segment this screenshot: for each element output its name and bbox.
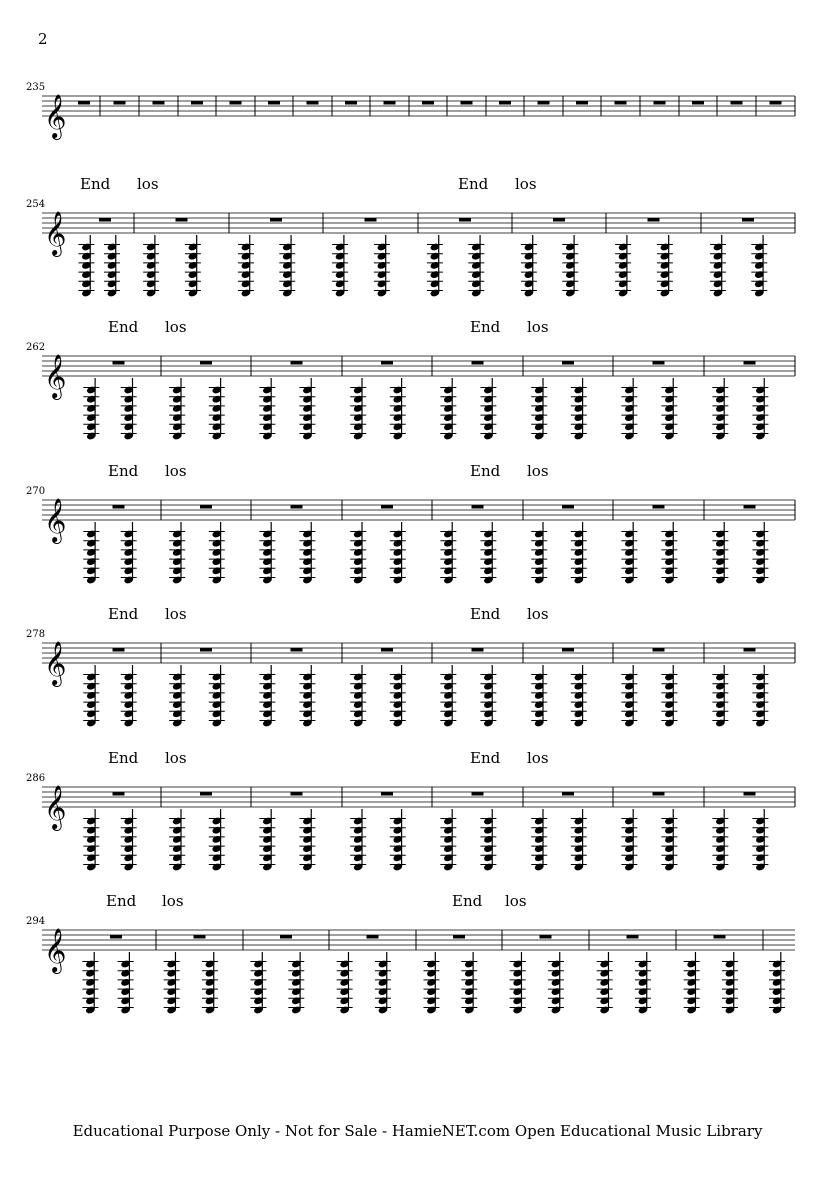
whole-rest: [113, 361, 125, 365]
staff-system: [26, 892, 795, 1015]
lyric-syllable: End: [80, 175, 111, 193]
chord: [531, 522, 547, 585]
staff-system: [26, 749, 795, 872]
chord: [712, 809, 728, 872]
chord: [390, 522, 406, 585]
whole-rest: [653, 648, 665, 652]
lyric-syllable: End: [108, 605, 139, 623]
page-number: 2: [38, 30, 48, 48]
whole-rest: [191, 101, 203, 105]
whole-rest: [770, 101, 782, 105]
chord: [121, 809, 137, 872]
chord: [615, 235, 631, 298]
chord: [350, 665, 366, 728]
chord: [521, 235, 537, 298]
whole-rest: [472, 361, 484, 365]
chord: [78, 235, 94, 298]
whole-rest: [367, 935, 379, 939]
whole-rest: [291, 648, 303, 652]
whole-rest: [365, 218, 377, 222]
whole-rest: [461, 101, 473, 105]
lyric-syllable: los: [165, 462, 187, 480]
whole-rest: [381, 648, 393, 652]
lyric-syllable: End: [108, 318, 139, 336]
chord: [279, 235, 295, 298]
chord: [661, 378, 677, 441]
whole-rest: [540, 935, 552, 939]
chord: [118, 952, 134, 1015]
chord: [480, 665, 496, 728]
whole-rest: [291, 792, 303, 796]
measure-number: 278: [26, 629, 46, 640]
chord: [375, 952, 391, 1015]
chord: [571, 378, 587, 441]
chord: [752, 522, 768, 585]
measure-number: 262: [26, 342, 46, 353]
chord: [468, 235, 484, 298]
whole-rest: [270, 218, 282, 222]
chord: [621, 809, 637, 872]
chord: [427, 235, 443, 298]
chord: [531, 665, 547, 728]
whole-rest: [653, 792, 665, 796]
lyric-syllable: End: [108, 462, 139, 480]
treble-clef-icon: 𝄞: [44, 354, 67, 398]
lyric-syllable: End: [470, 462, 501, 480]
chord: [185, 235, 201, 298]
staff-system: [26, 318, 795, 441]
chord: [752, 665, 768, 728]
whole-rest: [176, 218, 188, 222]
lyric-syllable: los: [162, 892, 184, 910]
chord: [82, 952, 98, 1015]
whole-rest: [744, 505, 756, 509]
chord: [209, 665, 225, 728]
staff-system: [26, 82, 795, 140]
chord: [209, 522, 225, 585]
whole-rest: [627, 935, 639, 939]
lyric-syllable: los: [527, 318, 549, 336]
measure-number: 235: [26, 82, 46, 93]
whole-rest: [200, 361, 212, 365]
chord: [661, 522, 677, 585]
measure-number: 254: [26, 199, 46, 210]
treble-clef-icon: 𝄞: [44, 211, 67, 255]
chord: [635, 952, 651, 1015]
chord: [562, 235, 578, 298]
chord: [83, 809, 99, 872]
chord: [390, 665, 406, 728]
chord: [390, 378, 406, 441]
lyric-syllable: los: [527, 462, 549, 480]
chord: [752, 809, 768, 872]
chord: [661, 809, 677, 872]
chord: [288, 952, 304, 1015]
chord: [350, 378, 366, 441]
whole-rest: [99, 218, 111, 222]
whole-rest: [562, 361, 574, 365]
lyric-syllable: los: [515, 175, 537, 193]
whole-rest: [744, 361, 756, 365]
chord: [712, 522, 728, 585]
whole-rest: [648, 218, 660, 222]
chord: [350, 809, 366, 872]
chord: [769, 952, 785, 1015]
whole-rest: [110, 935, 122, 939]
whole-rest: [194, 935, 206, 939]
chord: [531, 378, 547, 441]
chord: [621, 522, 637, 585]
chord: [350, 522, 366, 585]
chord: [299, 522, 315, 585]
lyric-syllable: los: [137, 175, 159, 193]
chord: [510, 952, 526, 1015]
whole-rest: [472, 648, 484, 652]
whole-rest: [654, 101, 666, 105]
whole-rest: [653, 505, 665, 509]
treble-clef-icon: 𝄞: [44, 641, 67, 685]
treble-clef-icon: 𝄞: [44, 498, 67, 542]
chord: [571, 809, 587, 872]
chord: [621, 378, 637, 441]
whole-rest: [472, 792, 484, 796]
lyric-syllable: End: [470, 318, 501, 336]
whole-rest: [499, 101, 511, 105]
chord: [661, 665, 677, 728]
whole-rest: [576, 101, 588, 105]
chord: [712, 665, 728, 728]
whole-rest: [345, 101, 357, 105]
whole-rest: [381, 505, 393, 509]
chord: [169, 522, 185, 585]
whole-rest: [731, 101, 743, 105]
chord: [712, 378, 728, 441]
chord: [390, 809, 406, 872]
chord: [169, 378, 185, 441]
chord: [480, 378, 496, 441]
chord: [169, 809, 185, 872]
lyric-syllable: End: [470, 749, 501, 767]
chord: [571, 665, 587, 728]
chord: [548, 952, 564, 1015]
lyric-syllable: los: [505, 892, 527, 910]
chord: [531, 809, 547, 872]
chord: [722, 952, 738, 1015]
chord: [684, 952, 700, 1015]
whole-rest: [538, 101, 550, 105]
chord: [259, 522, 275, 585]
measure-number: 270: [26, 486, 46, 497]
chord: [440, 665, 456, 728]
chord: [299, 665, 315, 728]
whole-rest: [381, 792, 393, 796]
chord: [104, 235, 120, 298]
lyric-syllable: End: [452, 892, 483, 910]
whole-rest: [113, 648, 125, 652]
whole-rest: [714, 935, 726, 939]
whole-rest: [553, 218, 565, 222]
treble-clef-icon: 𝄞: [44, 94, 67, 138]
whole-rest: [280, 935, 292, 939]
chord: [374, 235, 390, 298]
chord: [440, 522, 456, 585]
whole-rest: [453, 935, 465, 939]
chord: [337, 952, 353, 1015]
chord: [597, 952, 613, 1015]
chord: [259, 665, 275, 728]
whole-rest: [653, 361, 665, 365]
chord: [299, 809, 315, 872]
chord: [299, 378, 315, 441]
lyric-syllable: los: [165, 318, 187, 336]
chord: [83, 522, 99, 585]
whole-rest: [615, 101, 627, 105]
whole-rest: [268, 101, 280, 105]
lyric-syllable: los: [527, 605, 549, 623]
chord: [752, 378, 768, 441]
chord: [423, 952, 439, 1015]
chord: [621, 665, 637, 728]
whole-rest: [291, 505, 303, 509]
chord: [440, 809, 456, 872]
chord: [202, 952, 218, 1015]
measure-number: 294: [26, 916, 46, 927]
chord: [571, 522, 587, 585]
whole-rest: [562, 648, 574, 652]
lyric-syllable: End: [458, 175, 489, 193]
whole-rest: [744, 792, 756, 796]
chord: [461, 952, 477, 1015]
whole-rest: [459, 218, 471, 222]
whole-rest: [78, 101, 90, 105]
chord: [259, 378, 275, 441]
whole-rest: [692, 101, 704, 105]
chord: [751, 235, 767, 298]
whole-rest: [562, 792, 574, 796]
whole-rest: [291, 361, 303, 365]
whole-rest: [381, 361, 393, 365]
lyric-syllable: los: [165, 605, 187, 623]
whole-rest: [200, 792, 212, 796]
chord: [480, 809, 496, 872]
staff-system: [26, 175, 795, 298]
chord: [143, 235, 159, 298]
whole-rest: [384, 101, 396, 105]
chord: [83, 665, 99, 728]
whole-rest: [230, 101, 242, 105]
measure-number: 286: [26, 773, 46, 784]
lyric-syllable: End: [470, 605, 501, 623]
treble-clef-icon: 𝄞: [44, 928, 67, 972]
chord: [440, 378, 456, 441]
chord: [83, 378, 99, 441]
chord: [480, 522, 496, 585]
chord: [259, 809, 275, 872]
whole-rest: [472, 505, 484, 509]
chord: [121, 665, 137, 728]
chord: [121, 522, 137, 585]
chord: [332, 235, 348, 298]
whole-rest: [113, 792, 125, 796]
staff-system: [26, 462, 795, 585]
whole-rest: [114, 101, 126, 105]
footer-text: Educational Purpose Only - Not for Sale - HamieNET.com Open Educational Music Library: [72, 1122, 763, 1140]
chord: [710, 235, 726, 298]
lyric-syllable: los: [165, 749, 187, 767]
chord: [164, 952, 180, 1015]
whole-rest: [113, 505, 125, 509]
whole-rest: [742, 218, 754, 222]
whole-rest: [200, 505, 212, 509]
chord: [238, 235, 254, 298]
chord: [209, 378, 225, 441]
chord: [121, 378, 137, 441]
chord: [169, 665, 185, 728]
lyric-syllable: los: [527, 749, 549, 767]
lyric-syllable: End: [106, 892, 137, 910]
chord: [250, 952, 266, 1015]
chord: [657, 235, 673, 298]
staff-system: [26, 605, 795, 728]
treble-clef-icon: 𝄞: [44, 785, 67, 829]
chord: [209, 809, 225, 872]
whole-rest: [562, 505, 574, 509]
whole-rest: [744, 648, 756, 652]
whole-rest: [153, 101, 165, 105]
whole-rest: [307, 101, 319, 105]
whole-rest: [422, 101, 434, 105]
lyric-syllable: End: [108, 749, 139, 767]
whole-rest: [200, 648, 212, 652]
